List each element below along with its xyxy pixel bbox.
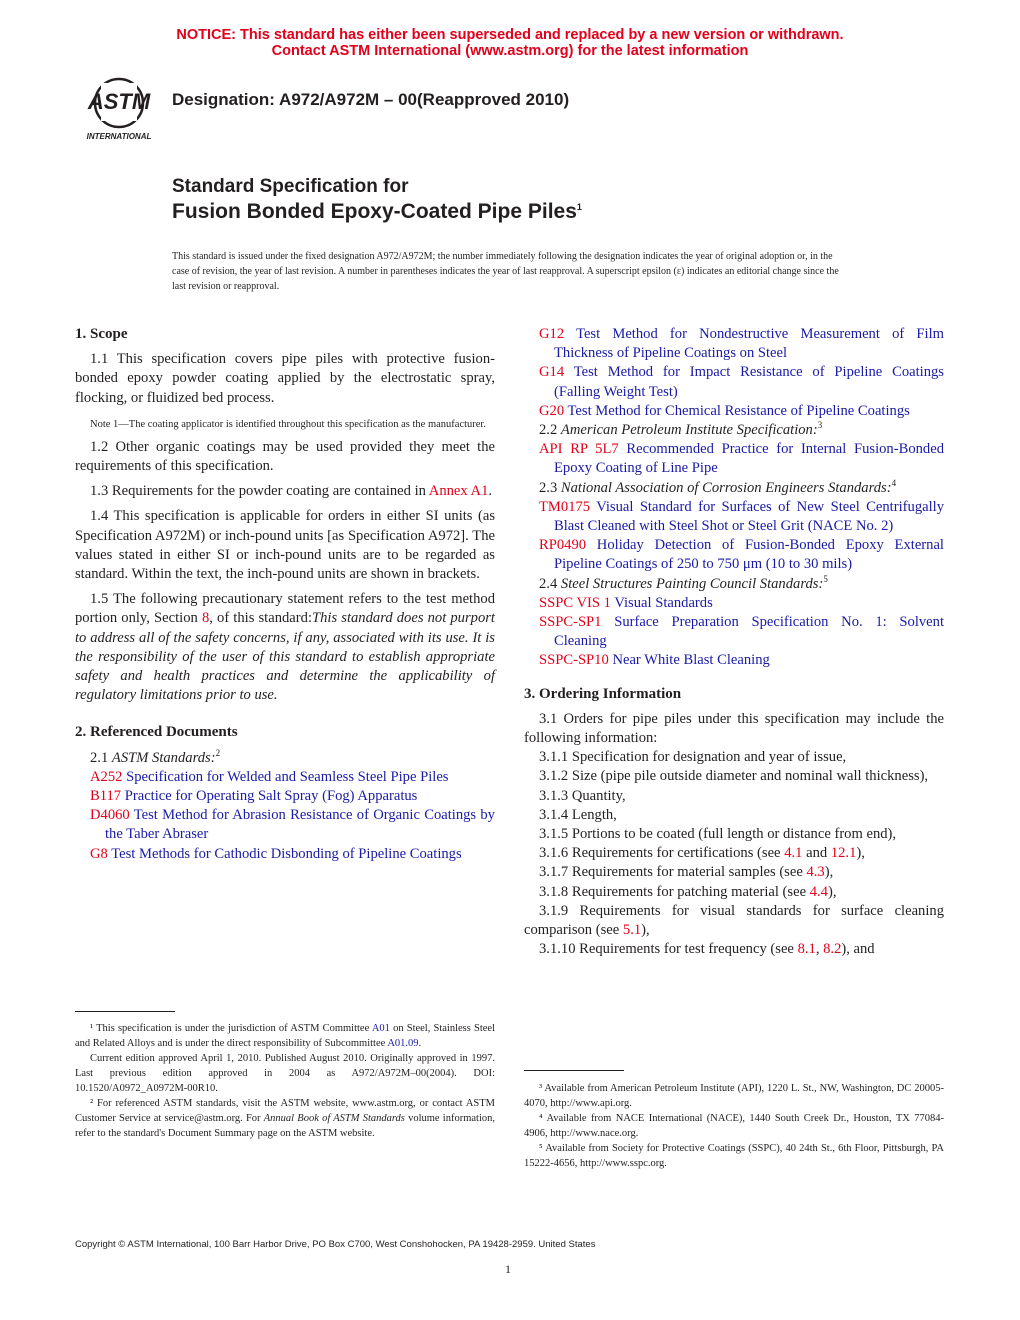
astm-logo [73,73,165,143]
ref-code[interactable]: RP0490 [539,537,587,554]
annex-a1-link[interactable]: Annex A1 [428,483,489,500]
ref-title[interactable]: Test Methods for Cathodic Disbonding of Pipeline Coatings [111,845,462,862]
ref-title[interactable]: Specification for Welded and Seamless Steel Pipe Piles [126,768,449,785]
note-1: Note 1—The coating applicator is identified throughout this specification as the manufacturer. [90,418,486,430]
ref-code[interactable]: B117 [90,788,122,805]
link-4-3[interactable]: 4.3 [806,864,825,881]
link-4-1[interactable]: 4.1 [784,845,803,862]
ref-title[interactable]: Holiday Detection of Fusion-Bonded Epoxy External Pipeline Coatings of 250 to 750 μm (10 to 30 mils) [554,537,944,573]
section-3-heading: 3. Ordering Information [524,685,682,702]
ref-code[interactable]: TM0175 [539,498,591,515]
para-1-2: 1.2 Other organic coatings may be used provided they meet the requirements of this specification. [75,438,495,475]
nace-ref-item[interactable] [539,498,944,536]
astm-ref-item[interactable] [90,787,495,806]
issued-note: This standard is issued under the fixed designation A972/A972M; the number immediately following the designation indicates the year of original adoption or, in the case of revision, the year of last revision. A number in parentheses indicates the year of last reapproval. A superscript epsilon (ε) indicates an editorial change since the last revision or reapproval. [172,251,839,292]
logo-letters: ASTM [87,89,151,114]
para-1-3: 1.3 Requirements for the powder coating are contained in Annex A1. [90,483,493,500]
ref-api[interactable]: API RP 5L7 Recommended Practice for Internal Fusion-Bonded Epoxy Coating of Line Pipe [539,441,944,477]
ordering-item: 3.1.5 Portions to be coated (full length or distance from end), [539,826,897,843]
left-column [75,325,495,864]
nace-ref-item[interactable] [539,536,944,574]
ref-title[interactable]: Surface Preparation Specification No. 1: Solvent Cleaning [554,614,945,650]
ref-code[interactable]: SSPC-SP1 [539,614,602,631]
item-3-1-9: 3.1.9 Requirements for visual standards for surface cleaning comparison (see 5.1), [524,902,944,939]
section-1-heading: 1. Scope [75,326,128,342]
astm-g-reference-list [524,325,944,421]
item-3-1-8: 3.1.8 Requirements for patching material (see 4.4), [539,883,837,900]
ref-title[interactable]: Practice for Operating Salt Spray (Fog) Apparatus [124,788,418,805]
ref-code[interactable]: G8 [90,845,108,862]
right-column [524,325,944,960]
ref-title[interactable]: Test Method for Abrasion Resistance of Organic Coatings by the Taber Abraser [105,807,495,843]
ref-code[interactable]: SSPC-SP10 [539,652,609,669]
astm-g-ref-item[interactable] [539,402,944,421]
link-8-2[interactable]: 8.2 [823,941,842,958]
ref-code[interactable]: G12 [539,326,565,342]
footnote-4: ⁴ Available from NACE International (NACE), 1440 South Creek Dr., Houston, TX 77084-4906, http://www.nace.org. [524,1113,944,1139]
designation: Designation: A972/A972M – 00(Reapproved 2010) [172,90,570,109]
astm-reference-list [75,768,495,864]
ordering-item: 3.1.1 Specification for designation and year of issue, [539,749,847,766]
astm-g-ref-item[interactable] [539,325,944,363]
para-2-2: 2.2 American Petroleum Institute Specification:$^3$ [539,420,823,439]
section-2-heading: 2. Referenced Documents [75,724,238,741]
footnote-5: ⁵ Available from Society for Protective Coatings (SSPC), 40 24th St., 6th Floor, Pittsburgh, PA 15222-4656, http://www.sspc.org. [524,1143,944,1169]
footnote-rule-left [75,1011,175,1012]
ref-code[interactable]: A252 [90,768,123,785]
notice-line-1: NOTICE: This standard has either been superseded and replaced by a new version or withdrawn. [176,27,844,43]
astm-ref-item[interactable] [90,768,495,787]
footnote-3: ³ Available from American Petroleum Institute (API), 1220 L. St., NW, Washington, DC 20005-4070, http://www.api.org. [524,1083,944,1109]
ref-title[interactable]: Test Method for Nondestructive Measurement of Film Thickness of Pipeline Coatings on Steel [554,326,944,362]
ref-title[interactable]: Near White Blast Cleaning [612,652,770,669]
ref-code[interactable]: G14 [539,364,565,381]
para-2-1: 2.1 ASTM Standards:$^2$ [90,747,221,766]
item-3-1-7: 3.1.7 Requirements for material samples (see 4.3), [539,864,834,881]
ref-code[interactable]: SSPC VIS 1 [539,594,611,611]
sspc-reference-list [524,594,944,671]
footnotes-left [75,1021,495,1141]
section-8-link[interactable]: 8 [201,610,210,627]
para-2-3: 2.3 National Association of Corrosion Engineers Standards:$^4$ [539,477,897,496]
footnote-1-edition: Current edition approved April 1, 2010. Published August 2010. Originally approved in 1997. Last previous edition approved in 2004 as A972/A972M–00(2004). DOI: 10.1520/A0972_A0972M-00R10. [75,1053,495,1094]
notice-line-2: Contact ASTM International (www.astm.org) for the latest information [271,43,749,59]
footnote-rule-right [524,1070,624,1071]
item-3-1-10: 3.1.10 Requirements for test frequency (see 8.1, 8.2), and [539,941,875,958]
document-title [172,174,582,224]
sspc-ref-item[interactable] [539,651,944,670]
footnote-2: ² For referenced ASTM standards, visit the ASTM website, www.astm.org, or contact ASTM Customer Service at service@astm.org. For Annual Book of ASTM Standards volume information, refer to the standard's Document Summary page on the ASTM website. [75,1098,495,1139]
ref-title[interactable]: Test Method for Chemical Resistance of Pipeline Coatings [567,402,910,419]
ref-code[interactable]: G20 [539,402,565,419]
copyright: Copyright © ASTM International, 100 Barr Harbor Drive, PO Box C700, West Conshohocken, PA 19428-2959. United States [75,1239,596,1250]
para-3-1: 3.1 Orders for pipe piles under this specification may include the following information: [524,710,944,747]
link-4-4[interactable]: 4.4 [809,883,828,900]
ref-code[interactable]: D4060 [90,807,130,824]
para-1-4: 1.4 This specification is applicable for orders in either SI units (as Specification A972M) or inch-pound units [as Specification A972]. The values stated in either SI or inch-pound units are to be regarded as standard. Within the text, the inch-pound units are shown in brackets. [75,508,495,583]
nace-reference-list [524,498,944,575]
para-1-1: 1.1 This specification covers pipe piles with protective fusion-bonded epoxy powder coating applied by the electrostatic spray, flocking, or fluidized bed process. [75,351,495,406]
footnote-1: ¹ This specification is under the jurisdiction of ASTM Committee A01 on Steel, Stainless Steel and Related Alloys and is under the direct responsibility of Subcommittee A01.09. [75,1023,495,1049]
ordering-items [524,748,944,844]
para-1-5: 1.5 The following precautionary statement refers to the test method portion only, Section 8, of this standard:This standard does not purport to address all of the safety concerns, if any, associated with its use. It is the responsibility of the user of this standard to establish appropriate safety and health practices and determine the applicability of regulatory limitations prior to use. [75,591,495,704]
title-line-1: Standard Specification for [172,176,409,197]
item-3-1-6: 3.1.6 Requirements for certifications (see 4.1 and 12.1), [539,845,865,862]
ordering-item: 3.1.2 Size (pipe pile outside diameter and nominal wall thickness), [539,768,929,785]
link-5-1[interactable]: 5.1 [622,922,642,939]
link-a01[interactable]: A01 [371,1023,390,1034]
link-8-1[interactable]: 8.1 [797,941,816,958]
ref-title[interactable]: Test Method for Impact Resistance of Pipeline Coatings (Falling Weight Test) [554,364,944,400]
ordering-item: 3.1.4 Length, [539,806,617,823]
astm-ref-item[interactable] [90,845,495,864]
title-line-2: Fusion Bonded Epoxy-Coated Pipe Piles$^1$ [172,200,582,223]
ordering-item: 3.1.3 Quantity, [539,787,626,804]
sspc-ref-item[interactable] [539,594,944,613]
astm-ref-item[interactable] [90,806,495,844]
link-12-1[interactable]: 12.1 [830,845,857,862]
ref-title[interactable]: Visual Standard for Surfaces of New Steel Centrifugally Blast Cleaned with Steel Shot or Steel Grit (NACE No. 2) [554,498,944,535]
sspc-ref-item[interactable] [539,613,944,651]
page-number: 1 [505,1262,511,1276]
footnotes-right [524,1081,944,1171]
para-2-4: 2.4 Steel Structures Painting Council Standards:$^5$ [539,573,828,592]
logo-caption: INTERNATIONAL [86,132,152,141]
link-a01-09[interactable]: A01.09 [387,1038,419,1049]
astm-g-ref-item[interactable] [539,363,944,401]
ref-title[interactable]: Visual Standards [614,594,713,611]
